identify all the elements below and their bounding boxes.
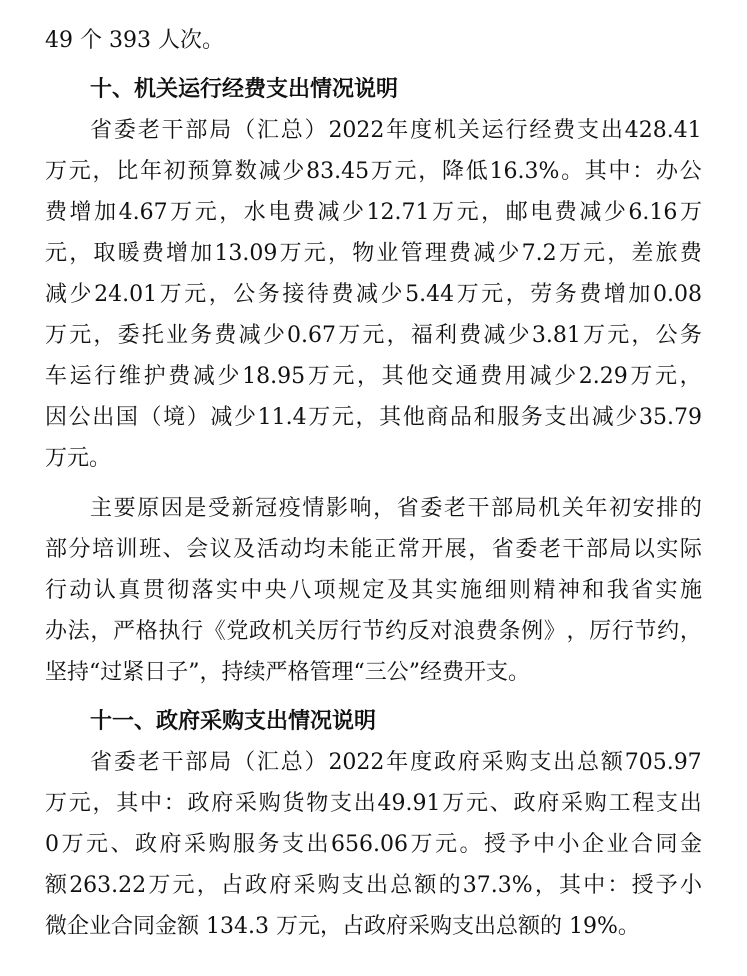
s10-p2-line: 坚持“过紧日子”，持续严格管理“三公”经费开支。 — [45, 660, 530, 685]
intro-tail-line: 49 个 393 人次。 — [45, 28, 224, 53]
section-11-heading: 十一、政府采购支出情况说明 — [90, 709, 377, 734]
s10-p2-line: 部 分 培 训 班 、 会 议 及 活 动 均 未 能 正 常 开 展 ， 省 委 老 干 部 局 以 实 际 — [45, 537, 702, 562]
s10-p2-line: 办 法 ， 严 格 执 行 《 党 政 机 关 厉 行 节 约 反 对 浪 费 条 例 》 ， 厉 行 节 约 ， — [45, 619, 702, 644]
s11-p1-line: 微企业合同金额 134.3 万元，占政府采购支出总额的 19%。 — [45, 914, 640, 939]
s10-p1-line: 万 元 ， 比 年 初 预 算 数 减 少 83.45 万 元 ， 降 低 16.3% 。 其 中 ： 办 公 — [45, 159, 702, 184]
s10-p1-line: 减 少 24.01 万 元 ， 公 务 接 待 费 减 少 5.44 万 元 ， 劳 务 费 增 加 0.08 — [45, 282, 702, 307]
s10-p1-line: 车 运 行 维 护 费 减 少 18.95 万 元 ， 其 他 交 通 费 用 减 少 2.29 万 元 ， — [45, 364, 702, 389]
s10-p1-line: 费 增 加 4.67 万 元 ， 水 电 费 减 少 12.71 万 元 ， 邮 电 费 减 少 6.16 万 — [45, 200, 702, 225]
s11-p1-line: 额 263.22 万 元 ， 占 政 府 采 购 支 出 总 额 的 37.3% ， 其 中 ： 授 予 小 — [45, 873, 702, 898]
s10-p2-line: 行 动 认 真 贯 彻 落 实 中 央 八 项 规 定 及 其 实 施 细 则 精 神 和 我 省 实 施 — [45, 578, 702, 603]
s11-p1-line: 万 元 ， 其 中 ： 政 府 采 购 货 物 支 出 49.91 万 元 、 政 府 采 购 工 程 支 出 — [45, 791, 702, 816]
section-10-heading: 十、机关运行经费支出情况说明 — [90, 77, 399, 102]
s10-p1-line: 万元。 — [45, 446, 112, 471]
s10-p1-line: 因 公 出 国 （ 境 ） 减 少 11.4 万 元 ， 其 他 商 品 和 服 务 支 出 减 少 35.79 — [45, 405, 702, 430]
s10-p1-line: 元 ， 取 暖 费 增 加 13.09 万 元 ， 物 业 管 理 费 减 少 7.2 万 元 ， 差 旅 费 — [45, 241, 702, 266]
s11-p1-line: 省 委 老 干 部 局 （ 汇 总 ） 2022 年 度 政 府 采 购 支 出 总 额 705.97 — [90, 750, 702, 775]
s10-p1-line: 省 委 老 干 部 局 （ 汇 总 ） 2022 年 度 机 关 运 行 经 费 支 出 428.41 — [90, 118, 702, 143]
s10-p2-line: 主 要 原 因 是 受 新 冠 疫 情 影 响 ， 省 委 老 干 部 局 机 关 年 初 安 排 的 — [90, 496, 702, 521]
s11-p1-line: 0 万 元 、 政 府 采 购 服 务 支 出 656.06 万 元 。 授 予 中 小 企 业 合 同 金 — [45, 832, 702, 857]
s10-p1-line: 万 元 ， 委 托 业 务 费 减 少 0.67 万 元 ， 福 利 费 减 少 3.81 万 元 ， 公 务 — [45, 323, 702, 348]
